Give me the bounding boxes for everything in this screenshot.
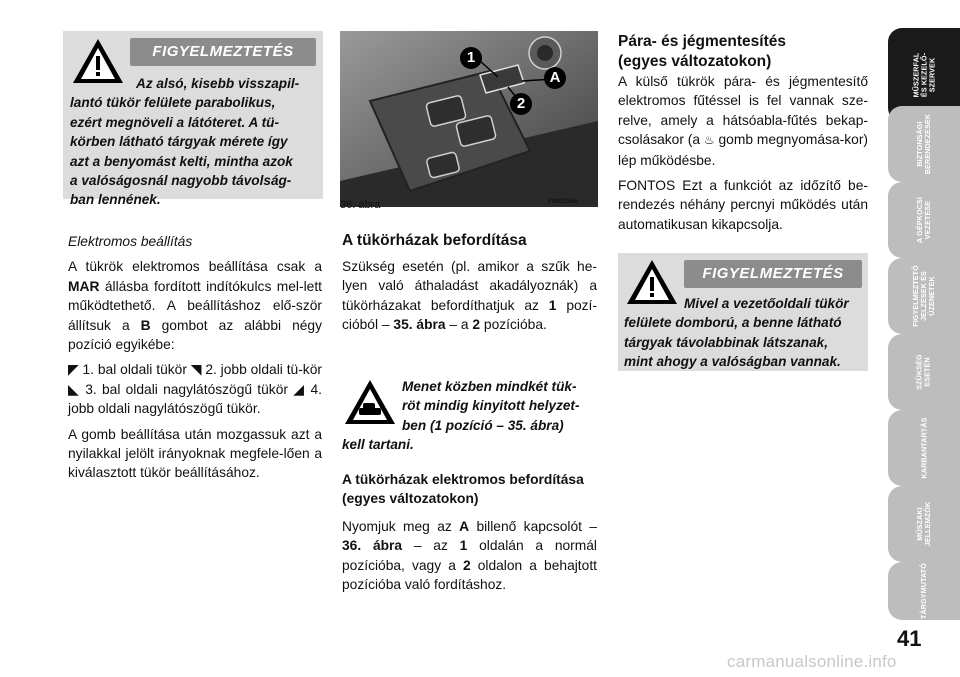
warning-text-right: Mivel a vezetőoldali tükör felülete domború, a benne látható tárgyak távolabbinak látszanak, mint ahogy a valóságban vannak. <box>624 296 849 370</box>
arrow-down-right-icon: ◢ <box>293 381 306 397</box>
tab-index[interactable]: TÁRGYMUTATÓ <box>888 562 960 620</box>
tab-driving[interactable]: A GÉPKOCSI VEZETÉSE <box>888 182 960 258</box>
arrow-down-left-icon: ◣ <box>68 381 81 397</box>
tab-warning-lights[interactable]: FIGYELMEZTETŐ JELZÉSEK ÉS ÜZENETEK <box>888 258 960 334</box>
subhead-electric-adjust: Elektromos beállítás <box>68 234 193 249</box>
right-column-text: A külső tükrök pára- és jégmentesítő elektromos fűtéssel is fel vannak sze-relve, amely a hátsóabla-fűtés bekap-csolásakor (a ♨ gomb megnyomása-kor) lép működésbe. FONTOS Ezt a funkciót az időzítő be-rendezés néhány percnyi működés után automatikusan kikapcsolja. <box>618 74 869 232</box>
middle-paragraph-1: Szükség esetén (pl. amikor a szűk he-lyen való áthaladást akadályoznák) a tükörházakat befordíthatjuk az 1 pozí-cióból – 35. ábra – a 2 pozícióba. <box>342 259 597 333</box>
section-title-defrost: Pára- és jégmentesítés (egyes változatokon) <box>618 33 787 70</box>
page-number: 41 <box>897 626 922 651</box>
figure-code: F0N0159m <box>548 199 579 205</box>
warning-title-left: FIGYELMEZTETÉS <box>130 38 316 66</box>
figure-label-A: A <box>544 67 566 89</box>
driving-note: Menet közben mindkét tük- röt mindig kinyitott helyzet- ben (1 pozíció – 35. ábra) kell tartani. <box>342 379 580 453</box>
paragraph-positions: ◤ 1. bal oldali tükör ◥ 2. jobb oldali tü-kör ◣ 3. bal oldali nagylátószögű tükör ◢ 4. jobb oldali nagylátószögű tükör. <box>68 362 322 417</box>
middle-paragraph-2: Nyomjuk meg az A billenő kapcsolót – 36. ábra – az 1 oldalán a normál pozícióba, vagy a 2 oldalon a behajtott pozícióba való fordításhoz. <box>342 519 597 593</box>
rear-defrost-icon: ♨ <box>703 133 715 148</box>
warning-text-left: Az alsó, kisebb visszapil- lantó tükör felülete parabolikus, ezért megnöveli a látóteret. A tü- körben látható tárgyak mérete így azt a benyomást kelti, mintha azok a valóságosnál nagyobb távolság- ban lennének. <box>70 76 300 208</box>
figure-label-2: 2 <box>510 93 532 115</box>
left-column <box>68 232 322 489</box>
tab-safety[interactable]: BIZTONSÁGI BERENDEZÉSEK <box>888 106 960 182</box>
tab-maintenance[interactable]: KARBANTARTÁS <box>888 410 960 486</box>
paragraph-adjust-intro: A tükrök elektromos beállítása csak a MAR állásba fordított indítókulcs mel-lett működtethető. A beállításhoz elő-ször állítsuk a B gombot az alábbi négy pozíció egyikébe: <box>68 259 322 353</box>
arrow-up-left-icon: ◤ <box>68 362 79 378</box>
warning-title-right: FIGYELMEZTETÉS <box>684 260 862 288</box>
tab-specifications[interactable]: MŰSZAKI JELLEMZŐK <box>888 486 960 562</box>
arrow-up-right-icon: ◥ <box>190 362 202 378</box>
figure-36-photo <box>340 31 598 207</box>
paragraph-adjust-move: A gomb beállítása után mozgassuk azt a nyilakkal jelölt irányoknak megfele-lően a kiválasztott tükör beállításához. <box>68 426 322 481</box>
tab-instruments[interactable]: MŰSZERFAL ÉS KEZELŐ- SZERVEK <box>888 28 960 122</box>
subsection-electric-fold: A tükörházak elektromos befordítása (egyes változatokon) <box>342 472 584 507</box>
figure-label-1: 1 <box>460 47 482 69</box>
watermark: carmanualsonline.info <box>727 652 897 671</box>
section-title-fold-mirrors: A tükörházak befordítása <box>342 232 527 249</box>
tab-emergency[interactable]: SZÜKSÉG ESETÉN <box>888 334 960 410</box>
figure-caption: 36. ábra <box>340 199 381 211</box>
